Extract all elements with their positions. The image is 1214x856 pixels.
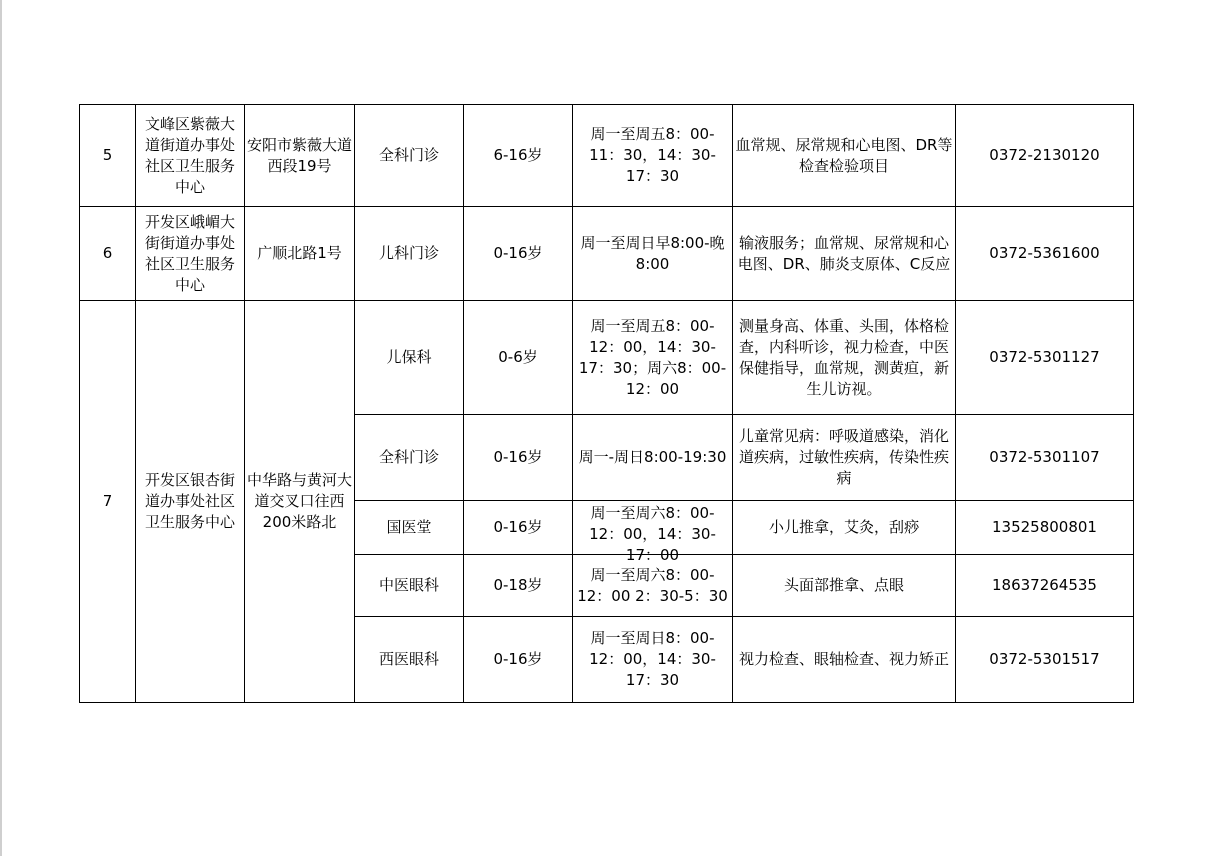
service-hours: 周一至周日8：00-12：00，14：30-17：30 bbox=[573, 617, 733, 703]
department: 中医眼科 bbox=[355, 555, 464, 617]
table-row bbox=[80, 301, 1134, 415]
phone: 0372-5301127 bbox=[956, 301, 1134, 415]
service-items: 测量身高、体重、头围，体格检查，内科听诊，视力检查，中医保健指导，血常规，测黄疸，新生儿访视。 bbox=[733, 301, 956, 415]
service-hours: 周一至周五8：00-12：00，14：30-17：30；周六8：00-12：00 bbox=[573, 301, 733, 415]
address: 安阳市紫薇大道西段19号 bbox=[245, 105, 355, 207]
service-hours: 周一至周五8：00-11：30，14：30-17：30 bbox=[573, 105, 733, 207]
clinic-table bbox=[79, 104, 1134, 703]
phone: 0372-5361600 bbox=[956, 207, 1134, 301]
address: 中华路与黄河大道交叉口往西200米路北 bbox=[245, 301, 355, 703]
department: 儿保科 bbox=[355, 301, 464, 415]
service-items: 视力检查、眼轴检查、视力矫正 bbox=[733, 617, 956, 703]
phone: 0372-2130120 bbox=[956, 105, 1134, 207]
service-hours bbox=[573, 501, 733, 564]
institution-name: 文峰区紫薇大道街道办事处社区卫生服务中心 bbox=[136, 105, 245, 207]
page-left-border bbox=[0, 0, 2, 856]
age-range: 0-16岁 bbox=[464, 501, 573, 555]
age-range: 0-16岁 bbox=[464, 207, 573, 301]
institution-name: 开发区峨嵋大街街道办事处社区卫生服务中心 bbox=[136, 207, 245, 301]
row-number: 5 bbox=[80, 105, 136, 207]
phone: 0372-5301517 bbox=[956, 617, 1134, 703]
department: 儿科门诊 bbox=[355, 207, 464, 301]
age-range: 6-16岁 bbox=[464, 105, 573, 207]
service-hours-text: 周一至周六8：00-12：00 2：30-5：30 bbox=[577, 565, 728, 605]
phone: 13525800801 bbox=[956, 501, 1134, 555]
age-range: 0-6岁 bbox=[464, 301, 573, 415]
row-number: 7 bbox=[80, 301, 136, 703]
phone: 0372-5301107 bbox=[956, 415, 1134, 501]
service-items: 输液服务；血常规、尿常规和心电图、DR、肺炎支原体、C反应 bbox=[733, 207, 956, 301]
row-number: 6 bbox=[80, 207, 136, 301]
service-items: 儿童常见病：呼吸道感染，消化道疾病，过敏性疾病，传染性疾病 bbox=[733, 415, 956, 501]
age-range: 0-16岁 bbox=[464, 617, 573, 703]
service-items: 小儿推拿，艾灸，刮痧 bbox=[733, 501, 956, 555]
service-items: 头面部推拿、点眼 bbox=[733, 555, 956, 617]
service-items: 血常规、尿常规和心电图、DR等检查检验项目 bbox=[733, 105, 956, 207]
table-row bbox=[80, 207, 1134, 301]
institution-name: 开发区银杏街道办事处社区卫生服务中心 bbox=[136, 301, 245, 703]
service-hours: 周一-周日8:00-19:30 bbox=[573, 415, 733, 501]
table-row bbox=[80, 105, 1134, 207]
age-range: 0-18岁 bbox=[464, 555, 573, 617]
department: 国医堂 bbox=[355, 501, 464, 555]
service-hours-text: 周一至周六8：00-12：00，14：30-17：00 bbox=[589, 503, 716, 564]
service-hours: 周一至周日早8:00-晚8:00 bbox=[573, 207, 733, 301]
department: 西医眼科 bbox=[355, 617, 464, 703]
phone: 18637264535 bbox=[956, 555, 1134, 617]
department: 全科门诊 bbox=[355, 105, 464, 207]
address: 广顺北路1号 bbox=[245, 207, 355, 301]
department: 全科门诊 bbox=[355, 415, 464, 501]
age-range: 0-16岁 bbox=[464, 415, 573, 501]
